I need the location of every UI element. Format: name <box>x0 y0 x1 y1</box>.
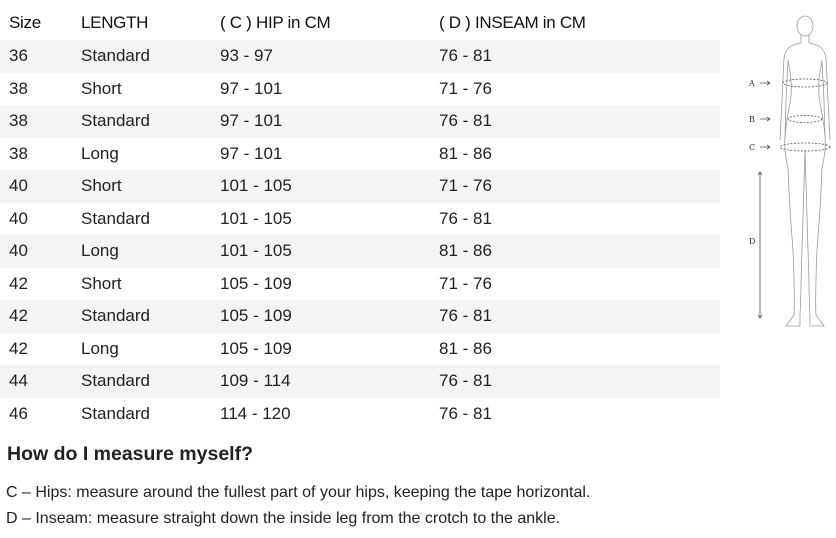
cell-hip: 93 - 97 <box>211 40 430 73</box>
howto-heading: How do I measure myself? <box>7 443 253 465</box>
instruction-hips: C – Hips: measure around the fullest part of your hips, keeping the tape horizontal. <box>6 484 591 501</box>
cell-length: Short <box>81 273 122 293</box>
cell-inseam: 76 - 81 <box>439 403 492 423</box>
cell-size: 42 <box>9 273 28 293</box>
measure-band-b <box>788 116 822 123</box>
table-row <box>0 170 720 203</box>
table-row <box>0 105 720 138</box>
table-row <box>0 398 720 431</box>
cell-size: 38 <box>0 105 72 138</box>
cell-length: Standard <box>72 40 211 73</box>
figure-label-d: D <box>749 237 756 246</box>
instruction-inseam: D – Inseam: measure straight down the inside leg from the crotch to the ankle. <box>6 510 561 527</box>
cell-hip: 114 - 120 <box>220 403 291 423</box>
table-row <box>0 300 720 333</box>
body-measurement-figure <box>746 10 836 330</box>
figure-feet <box>786 315 824 326</box>
cell-hip: 109 - 114 <box>211 365 430 398</box>
cell-inseam: 76 - 81 <box>439 208 492 228</box>
size-chart-table <box>0 6 720 430</box>
header-inseam: ( D ) INSEAM in CM <box>439 13 586 32</box>
table-row <box>0 40 720 73</box>
cell-inseam: 76 - 81 <box>430 365 720 398</box>
table-row <box>0 203 720 236</box>
cell-length: Standard <box>72 365 211 398</box>
cell-hip: 105 - 109 <box>220 273 292 293</box>
table-row <box>0 268 720 301</box>
figure-legs <box>788 150 822 315</box>
cell-inseam: 76 - 81 <box>430 300 720 333</box>
cell-size: 42 <box>9 338 28 358</box>
cell-length: Standard <box>81 403 150 423</box>
cell-length: Standard <box>81 208 150 228</box>
table-header-row <box>0 6 720 40</box>
header-hip: ( C ) HIP in CM <box>220 13 331 32</box>
cell-inseam: 81 - 86 <box>430 235 720 268</box>
table-row <box>0 138 720 171</box>
figure-arm-inner <box>785 62 825 138</box>
cell-inseam: 71 - 76 <box>430 170 720 203</box>
cell-length: Long <box>81 338 119 358</box>
measure-band-a <box>783 79 827 87</box>
figure-torso-outline <box>780 43 830 140</box>
cell-inseam: 81 - 86 <box>439 143 492 163</box>
measure-line-d <box>758 172 762 318</box>
cell-hip: 97 - 101 <box>220 143 283 163</box>
table-row <box>0 235 720 268</box>
header-length: LENGTH <box>81 13 149 32</box>
cell-size: 40 <box>0 235 72 268</box>
cell-length: Short <box>81 78 122 98</box>
table-row <box>0 333 720 366</box>
cell-inseam: 76 - 81 <box>430 105 720 138</box>
cell-hip: 97 - 101 <box>220 78 283 98</box>
arrow-a <box>760 81 770 85</box>
cell-length: Long <box>72 235 211 268</box>
arrow-c <box>760 145 770 149</box>
cell-inseam: 76 - 81 <box>430 40 720 73</box>
header-size: Size <box>9 13 41 32</box>
cell-size: 40 <box>9 208 28 228</box>
cell-inseam: 71 - 76 <box>439 273 492 293</box>
cell-size: 40 <box>0 170 72 203</box>
cell-size: 38 <box>9 143 28 163</box>
cell-length: Standard <box>72 300 211 333</box>
table-body <box>0 40 720 430</box>
cell-hip: 105 - 109 <box>220 338 292 358</box>
table-row <box>0 365 720 398</box>
figure-label-a: A <box>749 79 755 88</box>
cell-hip: 105 - 109 <box>211 300 430 333</box>
cell-size: 36 <box>0 40 72 73</box>
figure-label-b: B <box>749 115 755 124</box>
cell-inseam: 81 - 86 <box>439 338 492 358</box>
cell-size: 46 <box>9 403 28 423</box>
figure-label-c: C <box>749 143 756 152</box>
table-row <box>0 73 720 106</box>
cell-hip: 101 - 105 <box>211 235 430 268</box>
cell-length: Short <box>72 170 211 203</box>
arrow-b <box>760 117 770 121</box>
cell-length: Long <box>81 143 119 163</box>
cell-hip: 97 - 101 <box>211 105 430 138</box>
cell-size: 44 <box>0 365 72 398</box>
cell-length: Standard <box>72 105 211 138</box>
cell-hip: 101 - 105 <box>211 170 430 203</box>
cell-inseam: 71 - 76 <box>439 78 492 98</box>
figure-head <box>797 16 813 36</box>
cell-size: 42 <box>0 300 72 333</box>
cell-hip: 101 - 105 <box>220 208 292 228</box>
cell-size: 38 <box>9 78 28 98</box>
measure-band-c <box>780 143 830 151</box>
